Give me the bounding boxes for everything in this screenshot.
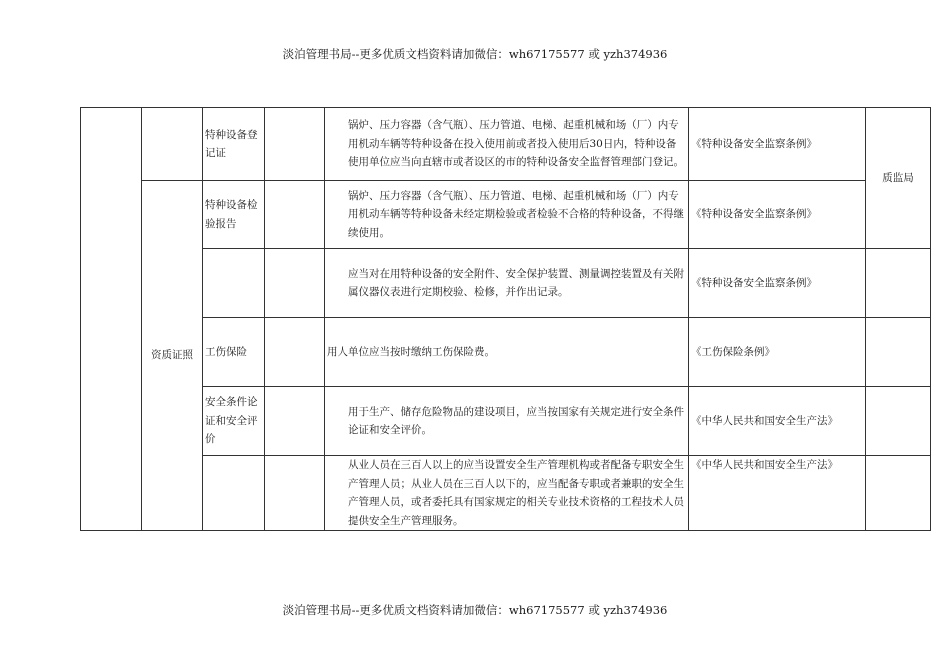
requirement-cell bbox=[325, 387, 689, 456]
requirement-cell bbox=[325, 456, 689, 531]
legal-basis-cell: 《中华人民共和国安全生产法》 bbox=[689, 387, 866, 456]
requirement-text: 用于生产、储存危险物品的建设项目，应当按国家有关规定进行安全条件论证和安全评价。 bbox=[348, 405, 684, 436]
blank-cell bbox=[866, 249, 931, 318]
blank-cell bbox=[142, 108, 203, 181]
item-name-cell: 工伤保险 bbox=[203, 318, 265, 387]
legal-basis-cell: 《工伤保险条例》 bbox=[689, 318, 866, 387]
blank-cell bbox=[265, 387, 325, 456]
regulation-table bbox=[80, 107, 931, 531]
requirement-text: 锅炉、压力容器（含气瓶）、压力管道、电梯、起重机械和场（厂）内专用机动车辆等特种设备未经定期检验或者检验不合格的特种设备，不得继续使用。 bbox=[348, 189, 684, 239]
table-row bbox=[81, 456, 931, 531]
blank-cell bbox=[265, 108, 325, 181]
item-name-cell: 特种设备检验报告 bbox=[203, 181, 265, 249]
blank-cell bbox=[265, 249, 325, 318]
blank-cell bbox=[866, 318, 931, 387]
requirement-text: 锅炉、压力容器（含气瓶）、压力管道、电梯、起重机械和场（厂）内专用机动车辆等特种设备在投入使用前或者投入使用后30日内，特种设备使用单位应当向直辖市或者设区的市的特种设备安全监督管理部门登记。 bbox=[348, 119, 684, 169]
item-name-cell bbox=[203, 456, 265, 531]
blank-cell bbox=[265, 318, 325, 387]
requirement-cell bbox=[325, 181, 689, 249]
blank-column-cell bbox=[81, 108, 142, 531]
blank-cell bbox=[866, 387, 931, 456]
requirement-cell bbox=[325, 108, 689, 181]
item-name-cell: 安全条件论证和安全评价 bbox=[203, 387, 265, 456]
legal-basis-cell: 《特种设备安全监察条例》 bbox=[689, 108, 866, 181]
category-cell: 资质证照 bbox=[142, 181, 203, 531]
table-row bbox=[81, 318, 931, 387]
legal-basis-cell: 《特种设备安全监察条例》 bbox=[689, 181, 866, 249]
requirement-text: 从业人员在三百人以上的应当设置安全生产管理机构或者配备专职安全生产管理人员；从业人员在三百人以下的，应当配备专职或者兼职的安全生产管理人员，或者委托具有国家规定的相关专业技术资格的工程技术人员提供安全生产管理服务。 bbox=[348, 459, 684, 527]
blank-cell bbox=[265, 181, 325, 249]
department-cell: 质监局 bbox=[866, 108, 931, 249]
table-row bbox=[81, 387, 931, 456]
table-row bbox=[81, 108, 931, 181]
requirement-text: 应当对在用特种设备的安全附件、安全保护装置、测量调控装置及有关附属仪器仪表进行定期校验、检修，并作出记录。 bbox=[348, 267, 684, 298]
table-row bbox=[81, 249, 931, 318]
requirement-cell: 用人单位应当按时缴纳工伤保险费。 bbox=[325, 318, 689, 387]
page-footer: 淡泊管理书局--更多优质文档资料请加微信：wh67175577 或 yzh374936 bbox=[282, 603, 668, 617]
requirement-cell bbox=[325, 249, 689, 318]
page-header: 淡泊管理书局--更多优质文档资料请加微信：wh67175577 或 yzh374936 bbox=[282, 47, 668, 61]
table-row bbox=[81, 181, 931, 249]
blank-cell bbox=[265, 456, 325, 531]
legal-basis-cell: 《特种设备安全监察条例》 bbox=[689, 249, 866, 318]
item-name-cell: 特种设备登记证 bbox=[203, 108, 265, 181]
legal-basis-cell: 《中华人民共和国安全生产法》 bbox=[689, 456, 866, 531]
item-name-cell bbox=[203, 249, 265, 318]
blank-cell bbox=[866, 456, 931, 531]
